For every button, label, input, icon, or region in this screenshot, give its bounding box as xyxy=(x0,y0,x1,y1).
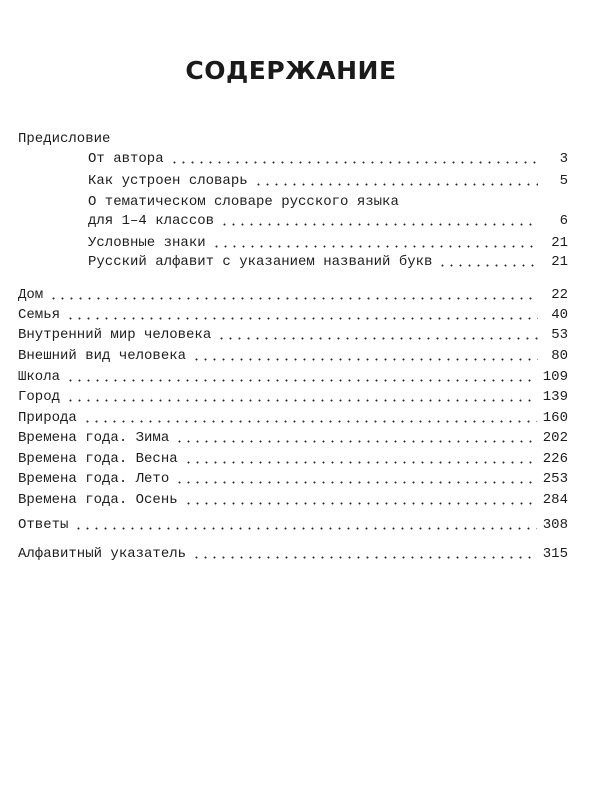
dot-leader xyxy=(217,337,538,340)
toc-page-number: 139 xyxy=(542,389,568,405)
dot-leader xyxy=(438,264,538,267)
dot-leader xyxy=(254,183,538,186)
toc-entry-label: Русский алфавит с указанием названий букв xyxy=(88,254,433,270)
toc-entry-thematic-dictionary[interactable] xyxy=(88,212,568,230)
toc-page-number: 308 xyxy=(542,517,568,533)
toc-page-number: 3 xyxy=(559,151,568,167)
toc-entry-from-author[interactable] xyxy=(88,150,568,168)
toc-entry-appearance[interactable] xyxy=(18,347,568,365)
dot-leader xyxy=(66,379,537,382)
dot-leader xyxy=(192,358,538,361)
toc-entry-home[interactable] xyxy=(18,286,568,304)
toc-page-number: 5 xyxy=(559,173,568,189)
toc-page-number: 253 xyxy=(542,471,568,487)
dot-leader xyxy=(184,502,537,505)
dot-leader xyxy=(49,297,538,300)
toc-entry-label: Внешний вид человека xyxy=(18,348,187,364)
toc-entry-label: Времена года. Лето xyxy=(18,471,170,487)
preface-heading: Предисловие xyxy=(18,131,111,147)
toc-page-number: 53 xyxy=(551,327,568,343)
toc-entry-inner-world[interactable] xyxy=(18,326,568,344)
page-title: СОДЕРЖАНИЕ xyxy=(185,56,397,85)
dot-leader xyxy=(66,399,537,402)
toc-entry-label: Времена года. Зима xyxy=(18,430,170,446)
toc-entry-spring[interactable] xyxy=(18,450,568,468)
dot-leader xyxy=(175,481,537,484)
toc-page-number: 22 xyxy=(551,287,568,303)
toc-entry-alphabetical-index[interactable] xyxy=(18,545,568,563)
dot-leader xyxy=(220,223,538,226)
toc-entry-winter[interactable] xyxy=(18,429,568,447)
toc-entry-label: Внутренний мир человека xyxy=(18,327,212,343)
toc-entry-label: Алфавитный указатель xyxy=(18,546,187,562)
dot-leader xyxy=(212,245,538,248)
toc-entry-autumn[interactable] xyxy=(18,491,568,509)
toc-entry-symbols[interactable] xyxy=(88,234,568,252)
toc-entry-thematic-dictionary-line1: О тематическом словаре русского языка xyxy=(88,194,399,210)
toc-page-number: 109 xyxy=(542,369,568,385)
toc-entry-label: От автора xyxy=(88,151,164,167)
dot-leader xyxy=(83,420,537,423)
dot-leader xyxy=(192,556,537,559)
toc-page-number: 21 xyxy=(551,254,568,270)
toc-entry-nature[interactable] xyxy=(18,409,568,427)
dot-leader xyxy=(74,527,536,530)
toc-page-number: 315 xyxy=(542,546,568,562)
toc-page-number: 202 xyxy=(542,430,568,446)
toc-entry-summer[interactable] xyxy=(18,470,568,488)
toc-page-number: 21 xyxy=(551,235,568,251)
dot-leader xyxy=(66,317,538,320)
toc-entry-label: Город xyxy=(18,389,61,405)
toc-entry-label: Как устроен словарь xyxy=(88,173,248,189)
toc-entry-label: Природа xyxy=(18,410,77,426)
toc-page-number: 80 xyxy=(551,348,568,364)
toc-page-number: 284 xyxy=(542,492,568,508)
toc-page-number: 40 xyxy=(551,307,568,323)
dot-leader xyxy=(175,440,537,443)
toc-entry-family[interactable] xyxy=(18,306,568,324)
toc-entry-label: Ответы xyxy=(18,517,69,533)
dot-leader xyxy=(184,461,537,464)
toc-entry-dictionary-structure[interactable] xyxy=(88,172,568,190)
toc-entry-label: Дом xyxy=(18,287,44,303)
toc-page-number: 6 xyxy=(559,213,568,229)
toc-entry-alphabet[interactable] xyxy=(88,253,568,271)
toc-entry-label: Времена года. Весна xyxy=(18,451,178,467)
toc-entry-label: Условные знаки xyxy=(88,235,206,251)
toc-entry-label: Школа xyxy=(18,369,61,385)
toc-entry-label: Семья xyxy=(18,307,61,323)
toc-page-number: 160 xyxy=(542,410,568,426)
toc-entry-answers[interactable] xyxy=(18,516,568,534)
toc-entry-label: для 1–4 классов xyxy=(88,213,215,229)
toc-entry-label: Времена года. Осень xyxy=(18,492,178,508)
toc-entry-city[interactable] xyxy=(18,388,568,406)
toc-page-number: 226 xyxy=(542,451,568,467)
dot-leader xyxy=(170,161,538,164)
toc-entry-school[interactable] xyxy=(18,368,568,386)
